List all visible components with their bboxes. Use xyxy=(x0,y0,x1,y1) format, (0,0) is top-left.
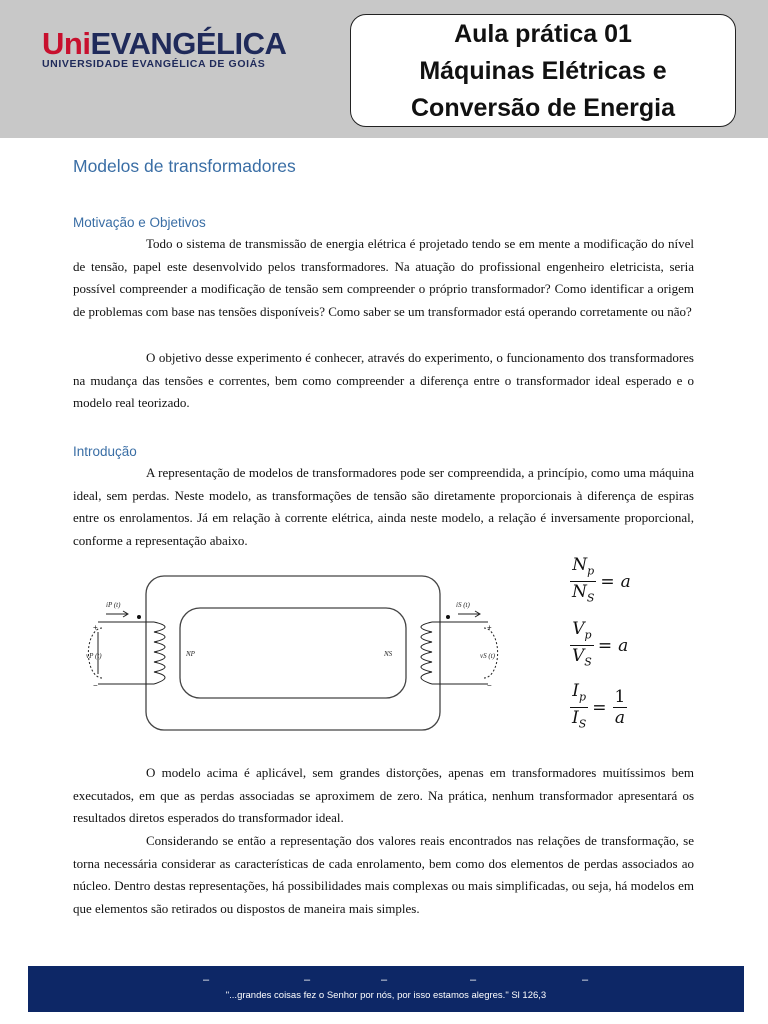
ideal-transformer-diagram xyxy=(76,570,516,740)
lesson-title-line-2: Máquinas Elétricas e xyxy=(419,57,667,85)
label-vs: vS (t) xyxy=(480,652,495,660)
label-is: iS (t) xyxy=(456,601,470,609)
primary-polarity-dot xyxy=(137,615,141,619)
logo-wordmark: UniEVANGÉLICA xyxy=(42,26,287,61)
primary-current-arrow xyxy=(106,611,128,617)
footer-dash: – xyxy=(582,974,589,986)
primary-minus: − xyxy=(93,681,98,690)
lesson-title-line-1: Aula prática 01 xyxy=(454,20,632,48)
lesson-title-box xyxy=(350,14,736,127)
univ-logo xyxy=(42,28,286,70)
paragraph-4: O modelo acima é aplicável, sem grandes distorções, apenas em transformadores muitíssimos bem executados, em que as perdas associadas se aproximem de zero. Na prática, nenhum transformador apresentará os resultados diretos esperados do transformador ideal. xyxy=(73,765,694,826)
core-inner xyxy=(180,608,406,698)
page-header xyxy=(0,0,768,138)
footer-verse: "...grandes coisas fez o Senhor por nós, por isso estamos alegres." Sl 126,3 xyxy=(225,990,547,1001)
footer-dash: – xyxy=(304,974,311,986)
paragraph-2: O objetivo desse experimento é conhecer, através do experimento, o funcionamento dos transformadores na mudança das tensões e correntes, bem como compreender a diferença entre o transformador ideal esperado e o modelo real teorizado. xyxy=(73,350,694,411)
primary-plus: + xyxy=(93,623,98,632)
footer-dash: – xyxy=(470,974,477,986)
label-ns: NS xyxy=(384,650,393,658)
footer-dash: – xyxy=(381,974,388,986)
label-vp: vP (t) xyxy=(86,652,102,660)
equation-turns-ratio: $\frac{N_p}{N_S}$ = a xyxy=(572,555,631,605)
equation-current-ratio: $\frac{I_p}{I_S}$ = $\frac{1}{a}$ xyxy=(572,681,626,731)
secondary-polarity-dot xyxy=(446,615,450,619)
page-footer xyxy=(28,966,744,1012)
logo-subtitle: UNIVERSIDADE EVANGÉLICA DE GOIÁS xyxy=(42,58,266,70)
section-title-motivation: Motivação e Objetivos xyxy=(73,215,206,230)
lesson-title-line-3: Conversão de Energia xyxy=(411,94,675,122)
secondary-minus: − xyxy=(487,681,492,690)
section-title-intro: Introdução xyxy=(73,444,137,459)
label-np: NP xyxy=(186,650,195,658)
equation-voltage-ratio: $\frac{V_p}{V_S}$ = a xyxy=(572,619,629,669)
transformer-equations xyxy=(570,555,690,735)
paragraph-3: A representação de modelos de transformadores pode ser compreendida, a princípio, como uma máquina ideal, sem perdas. Neste modelo, as transformações de tensão são diretamente proporcionais à diferença de espiras entre os enrolamentos. Já em relação à corrente elétrica, ainda neste modelo, a relação é inversamente proporcional, conforme a representação abaixo. xyxy=(73,465,694,549)
footer-dash: – xyxy=(203,974,210,986)
secondary-plus: + xyxy=(487,623,492,632)
secondary-current-arrow xyxy=(458,611,480,617)
doc-heading: Modelos de transformadores xyxy=(73,156,296,176)
paragraph-1: Todo o sistema de transmissão de energia elétrica é projetado tendo se em mente a modificação do nível de tensão, papel este desenvolvido pelos transformadores. Na atuação do profissional engenheiro eletricista, seria possível compreender a modificação de tensão sem compreender o próprio transformador? Como identificar a origem de problemas com base nas tensões disponíveis? Como saber se um transformador está operando corretamente ou não? xyxy=(73,236,694,320)
paragraph-5: Considerando se então a representação dos valores reais encontrados nas relações de transformação, se torna necessária considerar as características de cada enrolamento, bem como dos elementos de perdas associados ao núcleo. Dentro destas representações, há possibilidades mais complexas ou mais simplificadas, ou seja, há modelos em que elementos são retirados ou dispostos de maneira mais simples. xyxy=(73,833,694,917)
label-ip: iP (t) xyxy=(106,601,121,609)
